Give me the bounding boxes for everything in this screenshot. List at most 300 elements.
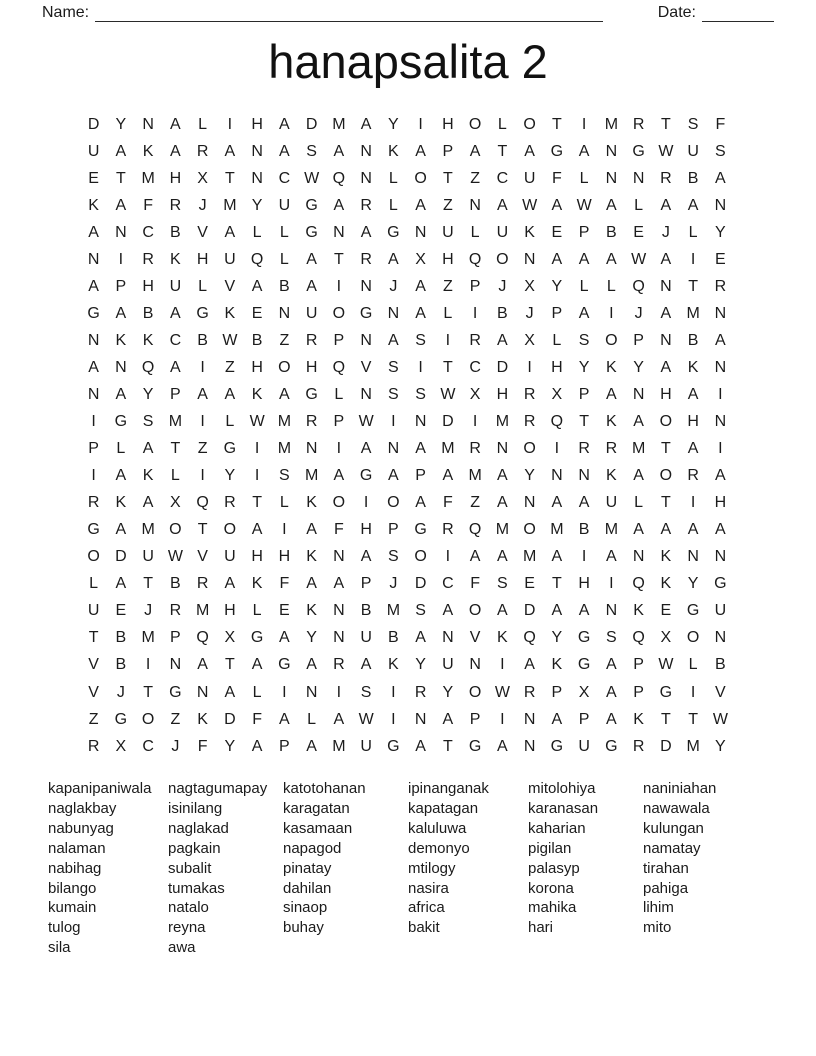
grid-letter: N bbox=[578, 467, 590, 485]
grid-letter: A bbox=[279, 115, 290, 133]
word-item: nawawala bbox=[643, 799, 710, 817]
grid-letter: K bbox=[551, 656, 563, 674]
grid-letter: W bbox=[658, 142, 674, 160]
grid-letter: Z bbox=[88, 710, 99, 728]
grid-letter: B bbox=[142, 304, 154, 322]
grid-letter: U bbox=[687, 142, 699, 160]
grid-letter: W bbox=[358, 413, 374, 431]
word-item: nabihag bbox=[48, 859, 102, 877]
grid-letter: T bbox=[333, 250, 344, 268]
grid-letter: I bbox=[254, 440, 260, 458]
grid-letter: N bbox=[714, 304, 727, 322]
grid-letter: P bbox=[469, 277, 481, 295]
grid-letter: A bbox=[224, 683, 236, 701]
word-item: mahika bbox=[528, 899, 577, 917]
grid-letter: A bbox=[715, 467, 726, 485]
grid-letter: A bbox=[333, 575, 345, 593]
grid-letter: O bbox=[141, 710, 155, 728]
grid-letter: L bbox=[634, 196, 644, 214]
grid-letter: N bbox=[87, 385, 100, 403]
grid-letter: X bbox=[524, 331, 535, 349]
grid-letter: H bbox=[578, 575, 590, 593]
grid-letter: O bbox=[414, 169, 427, 187]
grid-letter: A bbox=[142, 440, 154, 458]
word-item: nasira bbox=[408, 879, 449, 897]
word-item: naglakad bbox=[168, 819, 229, 837]
grid-letter: N bbox=[414, 710, 427, 728]
grid-letter: T bbox=[660, 710, 671, 728]
grid-letter: A bbox=[360, 440, 372, 458]
grid-letter: S bbox=[687, 115, 699, 133]
grid-letter: Q bbox=[141, 358, 155, 376]
grid-letter: A bbox=[524, 656, 535, 674]
grid-letter: G bbox=[387, 223, 400, 241]
grid-letter: R bbox=[687, 467, 699, 485]
grid-letter: J bbox=[198, 196, 207, 214]
word-item: namatay bbox=[643, 839, 701, 857]
grid-letter: L bbox=[307, 710, 317, 728]
grid-letter: Z bbox=[442, 196, 453, 214]
word-item: kumain bbox=[48, 899, 97, 917]
grid-letter: N bbox=[360, 385, 372, 403]
grid-letter: U bbox=[169, 277, 182, 295]
grid-letter: X bbox=[115, 737, 127, 755]
word-item: naniniahan bbox=[643, 780, 717, 797]
grid-letter: A bbox=[497, 737, 508, 755]
grid-letter: D bbox=[660, 737, 672, 755]
grid-letter: K bbox=[660, 575, 672, 593]
grid-letter: Q bbox=[632, 277, 645, 295]
grid-letter: R bbox=[605, 440, 618, 458]
grid-letter: P bbox=[633, 683, 644, 701]
grid-letter: C bbox=[278, 169, 291, 187]
word-item: ipinanganak bbox=[408, 780, 489, 797]
grid-letter: A bbox=[660, 250, 672, 268]
grid-letter: A bbox=[306, 521, 317, 539]
grid-letter: A bbox=[497, 196, 508, 214]
grid-letter: Z bbox=[170, 710, 181, 728]
grid-letter: G bbox=[250, 629, 264, 647]
grid-letter: T bbox=[442, 358, 453, 376]
grid-letter: P bbox=[88, 440, 99, 458]
grid-letter: G bbox=[659, 683, 673, 701]
word-list-column bbox=[48, 779, 168, 958]
grid-letter: W bbox=[658, 656, 674, 674]
grid-letter: X bbox=[224, 629, 236, 647]
word-item: katotohanan bbox=[283, 780, 366, 797]
grid-letter: I bbox=[418, 115, 423, 133]
grid-letter: U bbox=[87, 602, 100, 620]
grid-letter: P bbox=[469, 710, 481, 728]
grid-letter: A bbox=[660, 304, 672, 322]
grid-letter: S bbox=[415, 602, 426, 620]
grid-letter: P bbox=[360, 575, 372, 593]
grid-letter: R bbox=[169, 602, 182, 620]
grid-letter: A bbox=[333, 196, 345, 214]
word-item: pinatay bbox=[283, 859, 332, 877]
grid-letter: G bbox=[87, 304, 100, 322]
grid-letter: I bbox=[91, 413, 96, 431]
grid-letter: H bbox=[251, 358, 263, 376]
grid-letter: O bbox=[332, 304, 346, 322]
grid-letter: A bbox=[88, 223, 99, 241]
grid-letter: Y bbox=[442, 683, 454, 701]
grid-letter: M bbox=[522, 548, 537, 566]
grid-letter: A bbox=[279, 629, 290, 647]
grid-letter: L bbox=[606, 277, 616, 295]
grid-letter: Y bbox=[715, 223, 726, 241]
grid-letter: M bbox=[168, 413, 183, 431]
grid-letter: M bbox=[386, 602, 401, 620]
grid-letter: N bbox=[442, 629, 454, 647]
grid-letter: N bbox=[333, 548, 345, 566]
word-item: kaharian bbox=[528, 819, 586, 837]
grid-letter: K bbox=[524, 223, 535, 241]
grid-letter: S bbox=[497, 575, 508, 593]
grid-letter: R bbox=[523, 413, 536, 431]
word-item: demonyo bbox=[408, 839, 470, 857]
grid-letter: O bbox=[605, 331, 618, 349]
grid-letter: M bbox=[686, 737, 700, 755]
grid-letter: Y bbox=[115, 115, 127, 133]
grid-letter: X bbox=[469, 385, 481, 403]
grid-letter: A bbox=[142, 494, 154, 512]
word-item: karagatan bbox=[283, 799, 350, 817]
grid-letter: F bbox=[470, 575, 481, 593]
grid-letter: A bbox=[415, 440, 426, 458]
grid-letter: L bbox=[279, 223, 289, 241]
grid-letter: K bbox=[606, 467, 617, 485]
grid-letter: A bbox=[551, 494, 563, 512]
grid-letter: A bbox=[88, 358, 99, 376]
grid-letter: I bbox=[581, 548, 587, 566]
grid-letter: S bbox=[388, 548, 399, 566]
grid-letter: I bbox=[227, 115, 233, 133]
grid-letter: R bbox=[442, 521, 454, 539]
grid-letter: M bbox=[277, 440, 292, 458]
grid-letter: L bbox=[497, 115, 507, 133]
grid-letter: V bbox=[197, 548, 208, 566]
grid-letter: A bbox=[115, 142, 127, 160]
grid-letter: P bbox=[551, 683, 563, 701]
grid-letter: A bbox=[415, 494, 426, 512]
grid-letter: J bbox=[144, 602, 153, 620]
grid-letter: K bbox=[306, 602, 317, 620]
grid-letter: A bbox=[415, 629, 426, 647]
grid-letter: F bbox=[197, 737, 208, 755]
grid-letter: H bbox=[305, 358, 318, 376]
grid-letter: O bbox=[523, 521, 536, 539]
header bbox=[42, 0, 774, 22]
grid-letter: P bbox=[415, 467, 426, 485]
grid-letter: P bbox=[333, 413, 345, 431]
grid-letter: Z bbox=[279, 331, 290, 349]
grid-letter: A bbox=[333, 710, 345, 728]
grid-letter: G bbox=[577, 629, 591, 647]
word-item: pagkain bbox=[168, 839, 221, 857]
grid-letter: S bbox=[606, 629, 617, 647]
grid-letter: H bbox=[224, 602, 236, 620]
grid-letter: G bbox=[305, 196, 318, 214]
grid-letter: A bbox=[578, 304, 590, 322]
grid-letter: E bbox=[524, 575, 535, 593]
grid-letter: K bbox=[224, 304, 236, 322]
grid-letter: V bbox=[469, 629, 481, 647]
grid-letter: A bbox=[197, 656, 208, 674]
grid-letter: I bbox=[472, 304, 478, 322]
grid-letter: T bbox=[224, 169, 235, 187]
grid-letter: O bbox=[496, 250, 509, 268]
grid-letter: G bbox=[359, 467, 373, 485]
grid-letter: O bbox=[686, 629, 700, 647]
grid-letter: A bbox=[687, 196, 699, 214]
grid-letter: X bbox=[170, 494, 181, 512]
grid-letter: P bbox=[551, 304, 563, 322]
grid-letter: Q bbox=[550, 413, 564, 431]
word-item: naglakbay bbox=[48, 799, 117, 817]
grid-letter: A bbox=[497, 548, 508, 566]
grid-letter: S bbox=[415, 385, 426, 403]
grid-letter: A bbox=[469, 142, 481, 160]
grid-letter: I bbox=[200, 413, 205, 431]
grid-letter: T bbox=[551, 575, 562, 593]
grid-letter: A bbox=[442, 467, 454, 485]
grid-letter: I bbox=[391, 413, 396, 431]
grid-letter: G bbox=[632, 142, 645, 160]
grid-letter: N bbox=[115, 223, 127, 241]
grid-letter: A bbox=[170, 115, 181, 133]
grid-letter: N bbox=[714, 548, 727, 566]
grid-letter: A bbox=[279, 142, 290, 160]
grid-letter: B bbox=[115, 656, 127, 674]
grid-letter: Q bbox=[632, 629, 645, 647]
grid-letter: T bbox=[579, 413, 590, 431]
grid-letter: N bbox=[333, 223, 345, 241]
grid-letter: Y bbox=[388, 115, 399, 133]
grid-letter: J bbox=[116, 683, 125, 701]
grid-letter: L bbox=[225, 413, 235, 431]
grid-letter: B bbox=[360, 602, 372, 620]
grid-letter: N bbox=[605, 142, 618, 160]
grid-letter: L bbox=[470, 223, 480, 241]
grid-letter: A bbox=[115, 196, 127, 214]
grid-letter: W bbox=[249, 413, 265, 431]
grid-letter: O bbox=[223, 521, 237, 539]
grid-letter: A bbox=[578, 602, 590, 620]
grid-letter: I bbox=[445, 548, 451, 566]
grid-letter: N bbox=[87, 250, 100, 268]
word-item: nagtagumapay bbox=[168, 780, 268, 797]
grid-letter: K bbox=[142, 467, 154, 485]
grid-letter: G bbox=[468, 737, 482, 755]
grid-letter: A bbox=[279, 710, 290, 728]
grid-letter: N bbox=[414, 223, 427, 241]
grid-letter: T bbox=[115, 169, 126, 187]
grid-letter: A bbox=[224, 142, 236, 160]
grid-letter: K bbox=[606, 413, 617, 431]
grid-letter: A bbox=[197, 385, 208, 403]
grid-letter: A bbox=[687, 385, 699, 403]
grid-letter: N bbox=[714, 413, 727, 431]
word-item: tulog bbox=[48, 919, 81, 937]
grid-letter: X bbox=[524, 277, 535, 295]
grid-letter: G bbox=[305, 223, 318, 241]
grid-letter: W bbox=[440, 385, 456, 403]
grid-letter: N bbox=[142, 115, 154, 133]
grid-letter: I bbox=[500, 710, 505, 728]
grid-letter: S bbox=[142, 413, 154, 431]
grid-letter: G bbox=[114, 413, 128, 431]
grid-letter: A bbox=[415, 196, 426, 214]
grid-letter: I bbox=[200, 358, 205, 376]
grid-letter: N bbox=[660, 331, 672, 349]
grid-letter: A bbox=[224, 575, 236, 593]
grid-letter: A bbox=[115, 304, 127, 322]
grid-letter: N bbox=[605, 169, 618, 187]
grid-letter: Y bbox=[142, 385, 154, 403]
grid-letter: C bbox=[496, 169, 509, 187]
grid-letter: A bbox=[660, 196, 672, 214]
grid-letter: F bbox=[279, 575, 290, 593]
grid-letter: B bbox=[687, 169, 699, 187]
grid-letter: H bbox=[660, 385, 672, 403]
grid-letter: M bbox=[631, 440, 646, 458]
grid-letter: J bbox=[525, 304, 534, 322]
grid-letter: D bbox=[523, 602, 536, 620]
grid-letter: I bbox=[200, 467, 205, 485]
grid-letter: N bbox=[251, 142, 263, 160]
grid-letter: D bbox=[224, 710, 236, 728]
grid-letter: U bbox=[305, 304, 318, 322]
word-item: palasyp bbox=[528, 859, 580, 877]
grid-letter: K bbox=[633, 710, 644, 728]
grid-letter: L bbox=[252, 602, 262, 620]
grid-letter: A bbox=[442, 602, 454, 620]
grid-letter: S bbox=[578, 331, 590, 349]
grid-letter: A bbox=[115, 385, 127, 403]
grid-letter: I bbox=[391, 710, 396, 728]
grid-letter: D bbox=[496, 358, 509, 376]
grid-letter: H bbox=[251, 548, 263, 566]
grid-letter: V bbox=[360, 358, 372, 376]
grid-letter: N bbox=[115, 358, 127, 376]
grid-letter: U bbox=[360, 629, 372, 647]
grid-letter: G bbox=[550, 142, 564, 160]
grid-letter: Y bbox=[224, 467, 236, 485]
grid-letter: I bbox=[609, 575, 614, 593]
grid-letter: D bbox=[115, 548, 127, 566]
grid-letter: N bbox=[632, 169, 645, 187]
grid-letter: V bbox=[224, 277, 236, 295]
grid-letter: J bbox=[171, 737, 180, 755]
grid-letter: R bbox=[305, 413, 318, 431]
word-list-column bbox=[528, 779, 643, 958]
grid-letter: A bbox=[660, 358, 672, 376]
grid-letter: L bbox=[116, 440, 126, 458]
word-item: natalo bbox=[168, 899, 209, 917]
grid-letter: A bbox=[551, 196, 563, 214]
grid-letter: U bbox=[496, 223, 509, 241]
grid-letter: G bbox=[305, 385, 318, 403]
grid-letter: P bbox=[633, 656, 644, 674]
grid-letter: T bbox=[688, 710, 699, 728]
word-item: reyna bbox=[168, 919, 206, 937]
grid-letter: A bbox=[251, 737, 263, 755]
grid-letter: A bbox=[170, 358, 181, 376]
letter-grid bbox=[80, 111, 734, 760]
grid-letter: X bbox=[415, 250, 426, 268]
grid-letter: A bbox=[388, 467, 399, 485]
word-list-column bbox=[643, 779, 758, 958]
grid-letter: T bbox=[688, 277, 699, 295]
grid-letter: B bbox=[279, 277, 290, 295]
grid-letter: A bbox=[578, 494, 590, 512]
grid-letter: Z bbox=[442, 277, 453, 295]
grid-letter: I bbox=[91, 467, 96, 485]
grid-letter: P bbox=[279, 737, 290, 755]
grid-letter: M bbox=[304, 467, 319, 485]
word-item: mtilogy bbox=[408, 859, 456, 877]
grid-letter: A bbox=[551, 710, 563, 728]
word-item: pigilan bbox=[528, 839, 572, 857]
grid-letter: U bbox=[523, 169, 536, 187]
grid-letter: N bbox=[305, 683, 318, 701]
grid-letter: A bbox=[606, 196, 617, 214]
grid-letter: U bbox=[278, 196, 291, 214]
grid-letter: L bbox=[388, 196, 398, 214]
word-item: tumakas bbox=[168, 879, 225, 897]
word-item: hari bbox=[528, 919, 554, 937]
grid-letter: K bbox=[660, 548, 672, 566]
grid-letter: L bbox=[198, 277, 208, 295]
word-item: kasamaan bbox=[283, 819, 353, 837]
grid-letter: S bbox=[360, 683, 372, 701]
grid-letter: I bbox=[118, 250, 124, 268]
grid-letter: W bbox=[358, 710, 374, 728]
grid-letter: H bbox=[442, 115, 454, 133]
grid-letter: A bbox=[388, 250, 399, 268]
grid-letter: N bbox=[169, 656, 182, 674]
grid-letter: T bbox=[442, 169, 453, 187]
word-list-column bbox=[408, 779, 528, 958]
grid-letter: R bbox=[632, 115, 645, 133]
grid-letter: Q bbox=[196, 629, 209, 647]
grid-letter: E bbox=[279, 602, 290, 620]
grid-letter: V bbox=[88, 656, 99, 674]
grid-letter: L bbox=[634, 494, 644, 512]
grid-letter: U bbox=[442, 223, 454, 241]
grid-letter: K bbox=[633, 602, 644, 620]
grid-letter: B bbox=[115, 629, 127, 647]
grid-letter: O bbox=[659, 413, 673, 431]
grid-letter: W bbox=[631, 250, 647, 268]
grid-letter: R bbox=[414, 683, 427, 701]
grid-letter: A bbox=[687, 521, 699, 539]
grid-letter: G bbox=[686, 602, 700, 620]
grid-letter: N bbox=[714, 358, 727, 376]
grid-letter: P bbox=[388, 521, 399, 539]
grid-letter: Y bbox=[224, 737, 236, 755]
grid-letter: E bbox=[551, 223, 563, 241]
grid-letter: W bbox=[576, 196, 592, 214]
grid-letter: G bbox=[169, 683, 182, 701]
grid-letter: K bbox=[251, 575, 263, 593]
grid-letter: L bbox=[279, 250, 289, 268]
grid-letter: Q bbox=[468, 521, 482, 539]
grid-letter: M bbox=[141, 169, 155, 187]
grid-letter: T bbox=[224, 656, 235, 674]
date-label: Date: bbox=[657, 4, 696, 21]
